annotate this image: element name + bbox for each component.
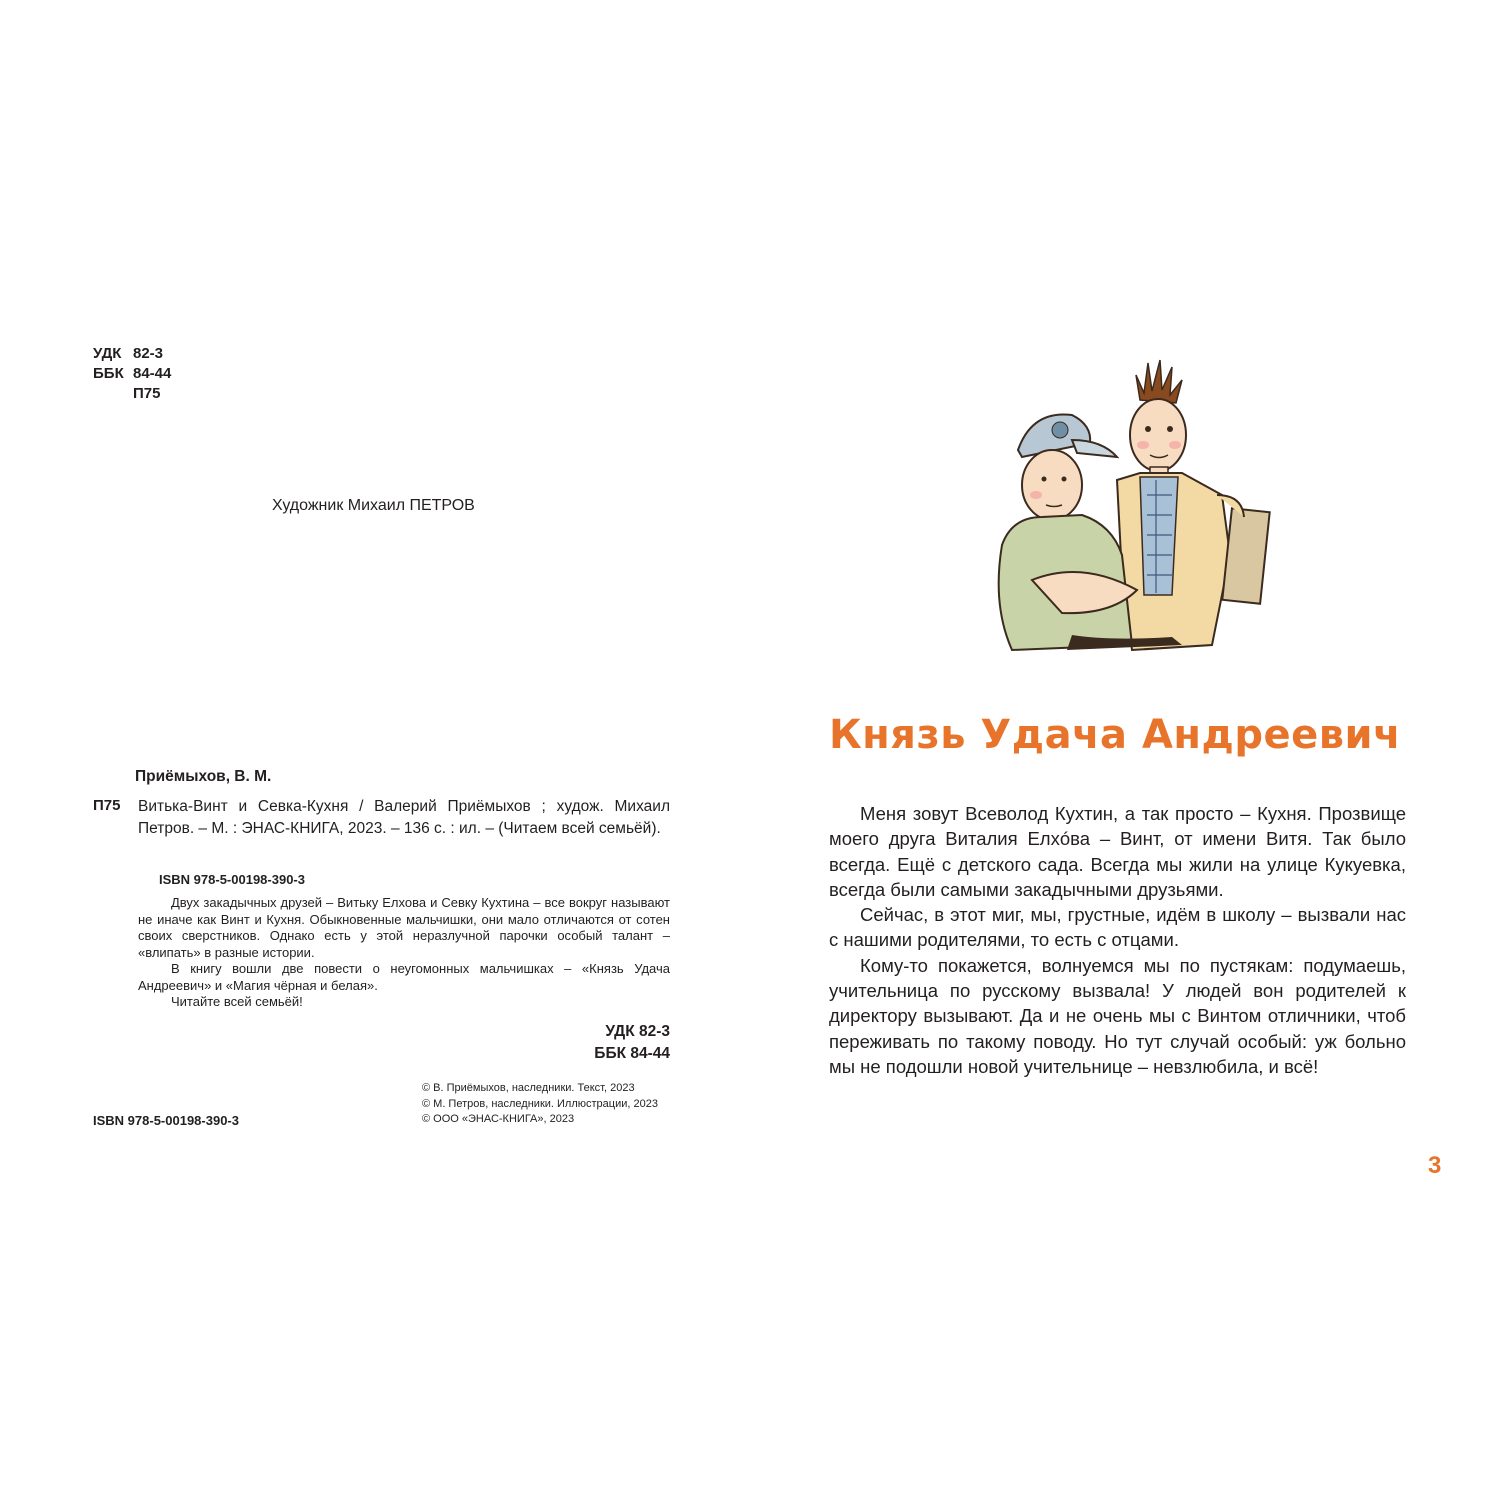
isbn-bottom: ISBN 978-5-00198-390-3 <box>93 1113 239 1128</box>
udk-bottom: УДК 82-3 <box>605 1023 670 1040</box>
bbk-value: 84-44 <box>133 365 172 382</box>
annotation-paragraph: Читайте всей семьёй! <box>171 994 303 1009</box>
classification-codes-bottom <box>470 1021 670 1065</box>
author-mark: П75 <box>93 797 121 814</box>
bbk-label: ББК <box>93 365 124 382</box>
udk-value: 82-3 <box>133 345 164 362</box>
author-mark-label <box>93 384 133 404</box>
copyright-line: © М. Петров, наследники. Иллюстрации, 2023 <box>422 1097 658 1110</box>
isbn-entry: ISBN 978-5-00198-390-3 <box>159 872 305 887</box>
boys-illustration <box>972 345 1272 670</box>
body-paragraph: Меня зовут Всеволод Кухтин, а так просто – Кухня. Прозвище моего друга Виталия Елхóва – Винт, от имени Витя. Так было всегда. Ещё с детского сада. Всегда мы жили на улице Кукуевка, всегда были самыми закадычными друзьями. <box>829 803 1406 900</box>
bbk-bottom: ББК 84-44 <box>594 1045 670 1062</box>
chapter-title: Князь Удача Андреевич <box>828 712 1402 758</box>
udk-label: УДК <box>93 345 122 362</box>
annotation <box>138 895 670 1011</box>
page-number: 3 <box>1428 1152 1442 1179</box>
tall-boy-figure <box>1117 360 1270 650</box>
copyright-line: © ООО «ЭНАС-КНИГА», 2023 <box>422 1113 575 1125</box>
author-heading: Приёмыхов, В. М. <box>135 768 272 785</box>
chapter-body <box>829 801 1406 1079</box>
copyright-line: © В. Приёмыхов, наследники. Текст, 2023 <box>422 1082 635 1094</box>
body-paragraph: Сейчас, в этот миг, мы, грустные, идём в школу – вызвали нас с нашими родителями, то есть с отцами. <box>829 904 1406 951</box>
classification-codes <box>93 344 171 404</box>
body-paragraph: Кому-то покажется, волнуемся мы по пустякам: подумаешь, учительница по русскому вызвала! У людей вон родителей к директору вызывают. Да и не очень мы с Винтом отличники, чтоб переживать по такому поводу. Но тут случай особый: уж больно мы не подошли новой учительнице – невзлюбила, и всё! <box>829 954 1406 1077</box>
copyright-block <box>422 1081 658 1128</box>
artist-line: Художник Михаил ПЕТРОВ <box>272 497 475 514</box>
annotation-paragraph: Двух закадычных друзей – Витьку Елхова и Севку Кухтина – все вокруг называют не иначе как Винт и Кухня. Обыкновенные мальчишки, они мало отличаются от сотен своих сверстников. Однако есть у этой неразлучной парочки особый талант – «влипать» в разные истории. <box>138 895 670 960</box>
bibliographic-entry: Витька-Винт и Севка-Кухня / Валерий Приёмыхов ; худож. Михаил Петров. – М. : ЭНАС-КНИГА, 2023. – 136 с. : ил. – (Читаем всей семьёй). <box>138 798 670 837</box>
annotation-paragraph: В книгу вошли две повести о неугомонных мальчишках – «Князь Удача Андреевич» и «Магия чёрная и белая». <box>138 961 670 993</box>
author-mark-value: П75 <box>133 385 161 402</box>
